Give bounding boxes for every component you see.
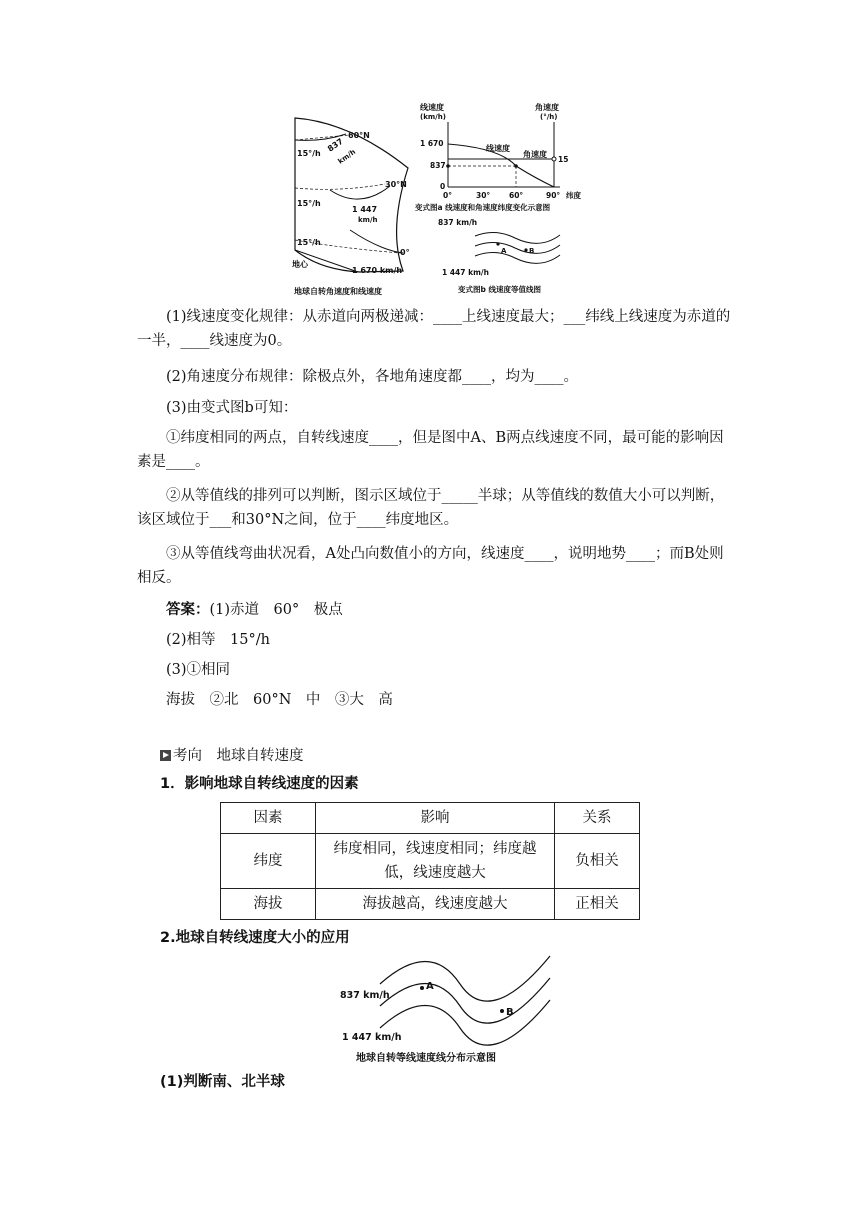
question-3-2: ②从等值线的排列可以判断，图示区域位于_____半球；从等值线的数值大小可以判断，该区域位于___和30°N之间，位于____纬度地区。: [137, 488, 725, 528]
top-figures: [290, 100, 610, 300]
table-header: 影响: [316, 803, 555, 834]
lat-60-label: 60°N: [348, 131, 370, 140]
section-title: 考向 地球自转速度: [160, 744, 760, 768]
globe-caption: 地球自转角速度和线速度: [294, 287, 382, 296]
section-heading-1: 1．影响地球自转线速度的因素: [160, 776, 359, 792]
fig-c-point-b: B: [506, 1007, 514, 1018]
fig-a-series-angular: 角速度: [523, 150, 547, 159]
lat-0-label: 0°: [400, 248, 410, 257]
fig-b-point-b: B: [529, 247, 535, 255]
fig-c-point-a: A: [426, 981, 434, 992]
play-arrow-icon: [160, 750, 171, 761]
table-header: 因素: [221, 803, 316, 834]
table-cell: 负相关: [555, 834, 640, 889]
earth-center-label: 地心: [292, 260, 308, 269]
fig-a-x-tick-30: 30°: [476, 191, 491, 200]
table-cell: 海拔越高，线速度越大: [316, 889, 555, 920]
angular-label-1: 15°/h: [297, 149, 321, 158]
speed-837-label: 837: [325, 136, 345, 154]
globe-sector-figure: [292, 118, 410, 296]
fig-a-series-linear: 线速度: [486, 144, 510, 153]
question-1: (1)线速度变化规律：从赤道向两极递减：____上线速度最大；___纬线上线速度为赤道的一半，____线速度为0。: [137, 309, 731, 349]
table-row: [221, 889, 640, 920]
answer-label: 答案：: [166, 602, 210, 618]
fig-a-right-axis: 角速度: [535, 103, 559, 112]
figure-a-chart: [415, 102, 581, 212]
table-cell: 正相关: [555, 889, 640, 920]
question-3-3: ③从等值线弯曲状况看，A处凸向数值小的方向，线速度____，说明地势____；而B处则相反。: [137, 546, 724, 586]
fig-a-y-0: 0: [440, 182, 446, 191]
table-row: [221, 834, 640, 889]
fig-a-right-unit: (°/h): [540, 113, 558, 121]
section-heading-2: 2.地球自转线速度大小的应用: [160, 930, 350, 946]
table-cell: 纬度相同，线速度相同；纬度越低，线速度越大: [316, 834, 555, 889]
fig-a-x-label: 纬度: [566, 191, 581, 200]
lat-30-label: 30°N: [385, 180, 407, 189]
angular-label-2: 15°/h: [297, 199, 321, 208]
speed-837-unit: km/h: [336, 147, 358, 166]
figure-c-isolines: [330, 944, 560, 1072]
angular-label-3: 15°/h: [297, 238, 321, 247]
fig-c-label-837: 837 km/h: [340, 990, 390, 1001]
speed-1670-label: 1 670 km/h: [352, 266, 403, 275]
fig-a-x-tick-90: 90°: [546, 191, 561, 200]
fig-c-label-1447: 1 447 km/h: [342, 1032, 402, 1043]
question-3-1: ①纬度相同的两点，自转线速度____，但是图中A、B两点线速度不同，最可能的影响因素是____。: [137, 430, 724, 470]
fig-a-x-tick-60: 60°: [509, 191, 524, 200]
answer-line-4: 海拔 ②北 60°N 中 ③大 高: [166, 692, 393, 708]
table-header-row: [221, 803, 640, 834]
table-header: 关系: [555, 803, 640, 834]
speed-1447-unit: km/h: [358, 216, 378, 224]
fig-b-caption: 变式图b 线速度等值线图: [458, 285, 541, 294]
fig-a-y-1670: 1 670: [420, 139, 444, 148]
fig-a-x-tick-0: 0°: [443, 191, 452, 200]
answer-1: (1)赤道 60° 极点: [209, 602, 343, 618]
question-2: (2)角速度分布规律：除极点外，各地角速度都____，均为____。: [166, 369, 579, 385]
table-cell: 海拔: [221, 889, 316, 920]
factors-table: [220, 802, 640, 920]
fig-b-point-a: A: [501, 247, 507, 255]
fig-c-caption: 地球自转等线速度线分布示意图: [356, 1053, 496, 1064]
answer-line-2: (2)相等 15°/h: [166, 632, 270, 648]
figure-b-isolines: [438, 218, 560, 294]
fig-a-y-837: 837: [430, 161, 446, 170]
fig-b-label-837: 837 km/h: [438, 218, 478, 227]
answer-line-1: [137, 598, 737, 622]
fig-a-caption: 变式图a 线速度和角速度纬度变化示意图: [415, 203, 551, 212]
section-heading-3: (1)判断南、北半球: [160, 1074, 285, 1090]
fig-a-left-unit: (km/h): [420, 113, 446, 121]
fig-b-label-1447: 1 447 km/h: [442, 268, 489, 277]
speed-1447-label: 1 447: [352, 205, 378, 214]
question-3: (3)由变式图b可知：: [166, 400, 298, 416]
answer-line-3: (3)①相同: [166, 662, 231, 678]
table-cell: 纬度: [221, 834, 316, 889]
fig-a-right-tick: 15: [558, 155, 569, 164]
fig-a-left-axis: 线速度: [420, 103, 444, 112]
